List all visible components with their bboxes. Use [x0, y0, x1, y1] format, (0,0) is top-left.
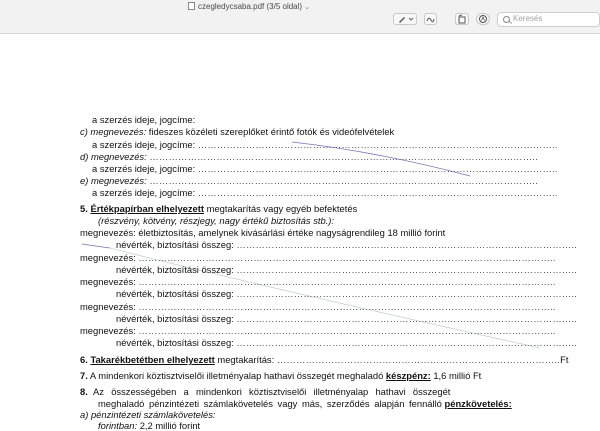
- section-heading: 6. Takarékbetétben elhelyezett megtakarítás: ……………………………………………………………………………..Ft: [80, 354, 569, 365]
- signature-icon: [425, 14, 436, 24]
- chevron-down-icon[interactable]: ⌄: [304, 4, 310, 11]
- doc-line: megnevezés: életbiztosítás, amelynek kivásárlási értéke nagyságrendileg 18 millió forint: [80, 227, 446, 238]
- pdf-page: [0, 34, 600, 431]
- rotate-button[interactable]: [455, 13, 469, 25]
- pen-icon: [395, 14, 415, 24]
- doc-line: d) megnevezés: …………………………………………………………………………………………………………..: [80, 151, 538, 162]
- pdf-file-icon: [188, 2, 195, 10]
- doc-line: a szerzés ideje, jogcíme: …………………………………………………………………………………………………..: [92, 139, 558, 150]
- doc-line: meghaladó pénzintézeti számlakövetelés vagy más, szerződés alapján fennálló pénzkövetelés:: [98, 398, 512, 409]
- markup-pen-button[interactable]: [393, 13, 417, 25]
- search-placeholder: Keresés: [513, 14, 543, 23]
- doc-line: a szerzés ideje, jogcíme: …………………………………………………………………………………………………..: [92, 187, 558, 198]
- doc-line: megnevezés: …………………………………………………………………………………………………………………..: [80, 276, 556, 287]
- doc-line: a) pénzintézeti számlakövetelés:: [80, 409, 216, 420]
- doc-line: névérték, biztosítási összeg: ……………………………………………………………………………………………..: [116, 337, 578, 348]
- annotate-button[interactable]: [476, 13, 490, 25]
- doc-line: névérték, biztosítási összeg: ……………………………………………………………………………………………..: [116, 288, 578, 299]
- doc-line: c) megnevezés: fideszes közéleti szereplőket érintő fotók és videófelvételek: [80, 126, 395, 137]
- doc-line: névérték, biztosítási összeg: ……………………………………………………………………………………………..: [116, 239, 578, 250]
- doc-line: a szerzés ideje, jogcíme: …………………………………………………………………………………………………..: [92, 163, 558, 174]
- doc-line: e) megnevezés: …………………………………………………………………………………………………………..: [80, 175, 538, 186]
- doc-line: megnevezés: …………………………………………………………………………………………………………………..: [80, 325, 556, 336]
- doc-line: (részvény, kötvény, részjegy, nagy értékű biztosítás stb.):: [98, 215, 335, 226]
- doc-line: megnevezés: …………………………………………………………………………………………………………………..: [80, 252, 556, 263]
- markup-circle-icon: [477, 14, 489, 24]
- doc-line: névérték, biztosítási összeg: ……………………………………………………………………………………………..: [116, 313, 578, 324]
- section-heading: 5. Értékpapírban elhelyezett megtakarítás vagy egyéb befektetés: [80, 203, 358, 214]
- doc-line: a szerzés ideje, jogcíme:: [92, 114, 196, 125]
- rotate-icon: [456, 14, 468, 24]
- toolbar: [0, 0, 600, 34]
- section-heading: 8. Az összességében a mindenkori köztisztviselői illetményalap hathavi összegét: [80, 386, 451, 397]
- search-field[interactable]: [497, 12, 600, 27]
- section-heading: 7. A mindenkori köztisztviselői illetményalap hathavi összegét meghaladó készpénz: 1,6 millió Ft: [80, 370, 482, 381]
- doc-line: forintban: 2,2 millió forint: [98, 420, 201, 431]
- sign-button[interactable]: [424, 13, 437, 25]
- doc-line: névérték, biztosítási összeg: ……………………………………………………………………………………………..: [116, 264, 578, 275]
- window-title: czegledycsaba.pdf (3/5 oldal) ⌄: [188, 2, 310, 11]
- search-icon: [503, 16, 510, 23]
- doc-line: megnevezés: …………………………………………………………………………………………………………………..: [80, 301, 556, 312]
